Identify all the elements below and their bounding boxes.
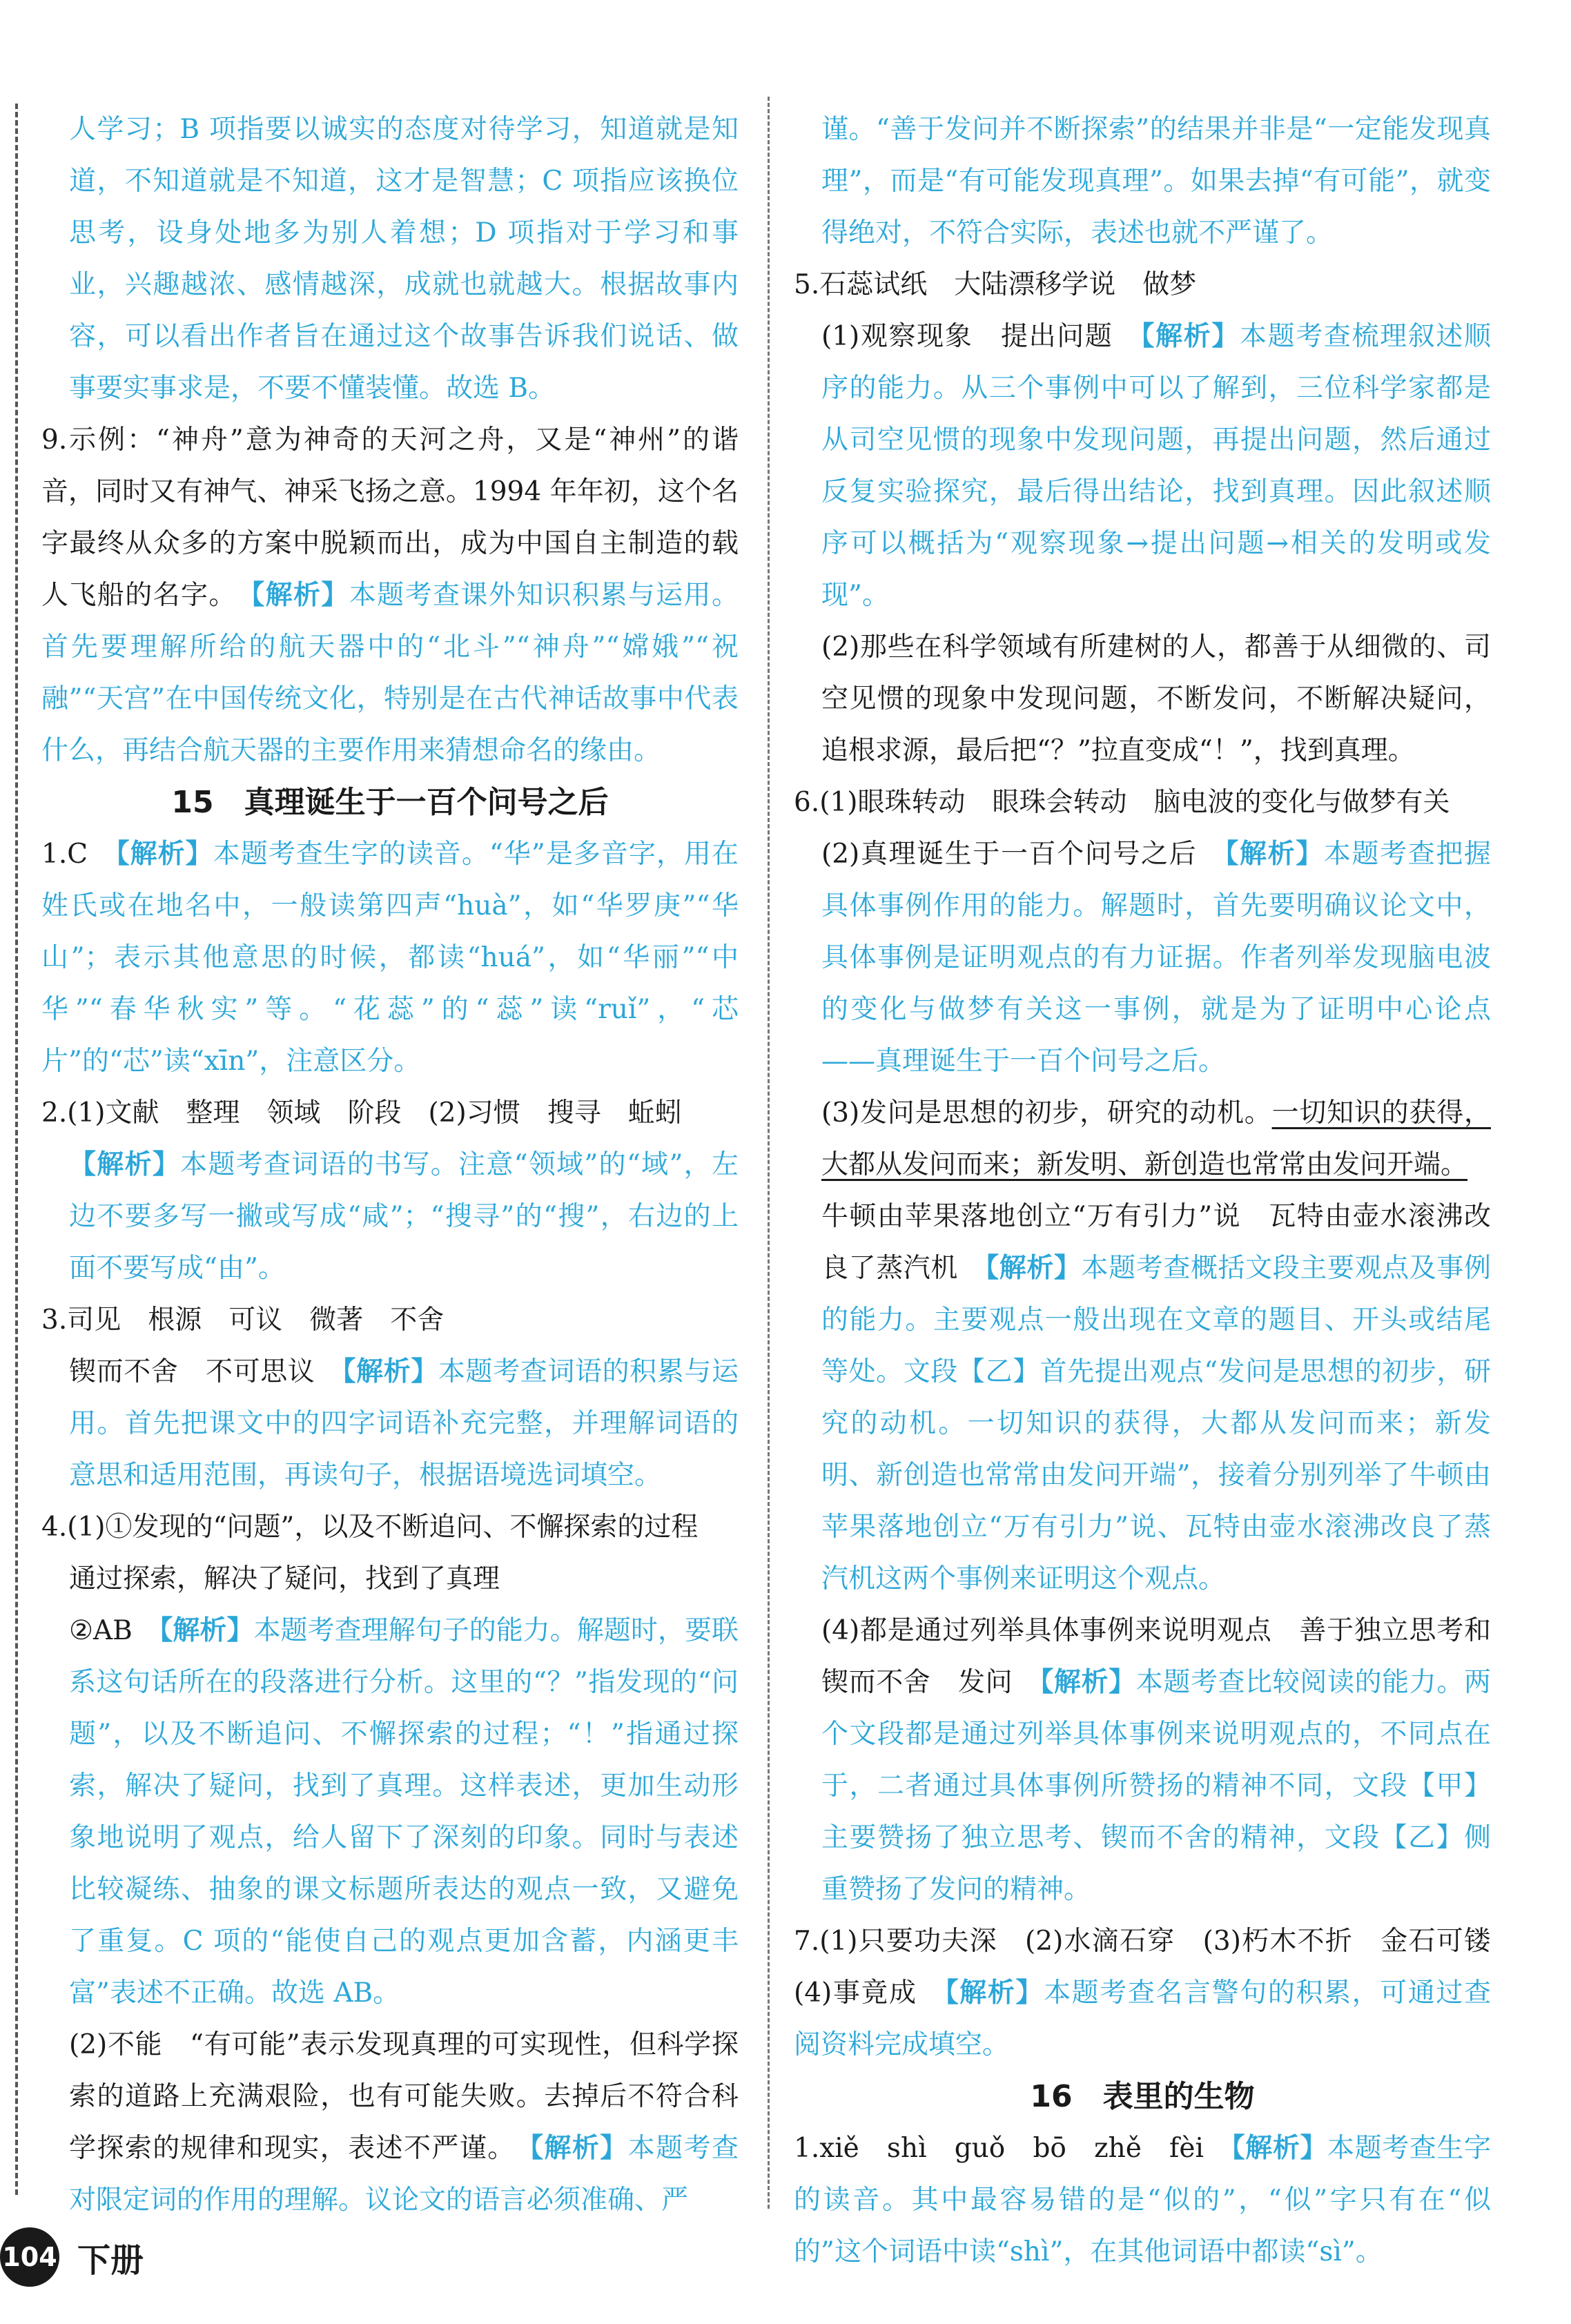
answer-paragraph (41, 2019, 739, 2226)
answer-text: 5.石蕊试纸 大陆漂移学说 做梦 (794, 269, 1197, 300)
answer-text: 本题考查梳理叙述顺序的能力。从三个事例中可以了解到，三位科学家都是从司空见惯的现象中发现问题，再提出问题，然后通过反复实验探究，最后得出结论，找到真理。因此叙述顺序可以概括为“观察现象→提出问题→相关的发明或发现”。 (821, 321, 1491, 611)
answer-paragraph (41, 414, 739, 777)
answer-paragraph (794, 828, 1491, 1087)
answer-paragraph (41, 1605, 739, 2019)
answer-text: 本题考查词语的书写。注意“领域”的“域”，左边不要多写一撇或写成“咸”；“搜寻”的“搜”，右边的上面不要写成“由”。 (69, 1149, 739, 1284)
answer-text: 9.示例：“神舟”意为神奇的天河之舟，又是“神州”的谐音，同时又有神气、神采飞扬之意。1994 年年初，这个名字最终从众多的方案中脱颖而出，成为中国自主制造的载人飞船的名字。 (41, 424, 739, 611)
answer-text: 1.xiě shì guǒ bō zhě fèi (794, 2133, 1232, 2164)
answer-paragraph (794, 1915, 1519, 2071)
answer-text: (2)不能 “有可能”表示发现真理的可实现性，但科学探索的道路上充满艰险，也有可能失败。去掉后不符合科学探索的规律和现实，表述不严谨。 (69, 2029, 739, 2164)
answer-paragraph (794, 621, 1491, 777)
answer-text: 本题考查课外知识积累与运用。首先要理解所给的航天器中的“北斗”“神舟”“嫦娥”“祝融”“天宫”在中国传统文化，特别是在古代神话故事中代表什么，再结合航天器的主要作用来猜想命名的缘由。 (41, 580, 739, 766)
answer-text: 牛顿由苹果落地创立“万有引力”说 瓦特由壶水滚沸改良了蒸汽机 (821, 1201, 1491, 1284)
answer-text: (3)发问是思想的初步，研究的动机。 (821, 1097, 1272, 1129)
answer-paragraph (41, 1294, 739, 1346)
answer-text: 本题考查词语的积累与运用。首先把课文中的四字词语补充完整，并理解词语的意思和适用范围，再读句子，根据语境选词填空。 (69, 1356, 739, 1491)
analysis-tag: 【解析】 (529, 2133, 628, 2164)
answer-text: 6.(1)眼珠转动 眼珠会转动 脑电波的变化与做梦有关 (794, 787, 1450, 818)
analysis-tag: 【解析】 (1040, 1667, 1136, 1698)
analysis-tag: 【解析】 (159, 1615, 254, 1646)
answer-paragraph (794, 2122, 1491, 2278)
answer-paragraph (41, 1087, 739, 1139)
answer-text: 本题考查生字的读音。“华”是多音字，用在姓氏或在地名中，一般读第四声“huà”，如“华罗庚”“华山”；表示其他意思的时候，都读“huá”，如“华丽”“中华”“春华秋实”等。“花蕊”的“蕊”读“ruǐ”，“芯片”的“芯”读“xīn”，注意区分。 (41, 839, 739, 1077)
left-column (41, 104, 739, 2226)
answer-text: 本题考查对限定词的作用的理解。议论文的语言必须准确、严 (69, 2133, 739, 2216)
answer-paragraph (41, 1346, 739, 1501)
answer-paragraph (794, 1191, 1491, 1605)
answer-paragraph (794, 259, 1491, 311)
answer-text: (2)真理诞生于一百个问号之后 (821, 839, 1225, 870)
analysis-tag: 【解析】 (1141, 321, 1240, 352)
answer-paragraph (794, 1605, 1491, 1915)
answer-text: 2.(1)文献 整理 领域 阶段 (2)习惯 搜寻 蚯蚓 (41, 1097, 682, 1129)
answer-text: 4.(1)①发现的“问题”，以及不断追问、不懈探索的过程 (41, 1512, 699, 1543)
analysis-tag: 【解析】 (1224, 839, 1324, 870)
answer-paragraph (41, 1501, 739, 1553)
answer-paragraph (41, 1139, 739, 1294)
answer-text: 本题考查名言警句的积累，可通过查阅资料完成填空。 (794, 1978, 1491, 2060)
answer-text: (1)观察现象 提出问题 (821, 321, 1142, 352)
section-title: 16 表里的生物 (1030, 2079, 1255, 2114)
answer-text: 锲而不舍 不可思议 (69, 1356, 343, 1387)
answer-text: (4)都是通过列举具体事例来说明观点 善于独立思考和锲而不舍 发问 (821, 1615, 1491, 1698)
page-number: 104 (0, 2227, 59, 2287)
right-column (794, 104, 1519, 2278)
section-title: 15 真理诞生于一百个问号之后 (171, 785, 609, 820)
answer-paragraph (794, 104, 1491, 259)
analysis-tag: 【解析】 (985, 1253, 1082, 1284)
answer-text: (2)那些在科学领域有所建树的人，都善于从细微的、司空见惯的现象中发现问题，不断发问，不断解决疑问，追根求源，最后把“？”拉直变成“！”，找到真理。 (821, 632, 1491, 766)
analysis-tag: 【解析】 (342, 1356, 438, 1387)
answer-paragraph (41, 104, 739, 414)
answer-text: 7.(1)只要功夫深 (2)水滴石穿 (3)朽木不折 金石可镂 (4)事竟成 (794, 1926, 1519, 2009)
answer-text: 本题考查生字的读音。其中最容易错的是“似的”，“似”字只有在“似的”这个词语中读“shì”，在其他词语中都读“sì”。 (794, 2133, 1491, 2267)
analysis-tag: 【解析】 (116, 839, 213, 870)
answer-text: 本题考查概括文段主要观点及事例的能力。主要观点一般出现在文章的题目、开头或结尾等处。文段【乙】首先提出观点“发问是思想的初步，研究的动机。一切知识的获得，大都从发问而来；新发明、新创造也常常由发问开端”，接着分别列举了牛顿由苹果落地创立“万有引力”说、瓦特由壶水滚沸改良了蒸汽机这两个事例来证明这个观点。 (821, 1253, 1491, 1594)
page-footer (0, 2226, 144, 2288)
answer-paragraph (41, 828, 739, 1087)
answer-text: 人学习；B 项指要以诚实的态度对待学习，知道就是知道，不知道就是不知道，这才是智慧；C 项指应该换位思考，设身处地多为别人着想；D 项指对于学习和事业，兴趣越浓、感情越深，成就也就越大。根据故事内容，可以看出作者旨在通过这个故事告诉我们说话、做事要实事求是，不要不懂装懂。故选 B。 (69, 114, 739, 404)
analysis-tag: 【解析】 (945, 1978, 1044, 2009)
answer-text: 1.C (41, 839, 117, 870)
answer-paragraph (794, 311, 1491, 621)
analysis-tag: 【解析】 (1231, 2133, 1328, 2164)
binding-dash-line (15, 104, 18, 2195)
answer-text: 本题考查把握具体事例作用的能力。解题时，首先要明确议论文中，具体事例是证明观点的有力证据。作者列举发现脑电波的变化与做梦有关这一事例，就是为了证明中心论点——真理诞生于一百个问号之后。 (821, 839, 1491, 1077)
answer-text: ②AB (69, 1615, 159, 1646)
answer-paragraph (41, 1553, 739, 1605)
answer-paragraph (794, 777, 1491, 828)
answer-text: 谨。“善于发问并不断探索”的结果并非是“一定能发现真理”，而是“有可能发现真理”。如果去掉“有可能”，就变得绝对，不符合实际，表述也就不严谨了。 (821, 114, 1491, 248)
answer-text: 通过探索，解决了疑问，找到了真理 (69, 1563, 500, 1594)
volume-label: 下册 (77, 2240, 144, 2280)
column-divider (768, 97, 770, 2209)
answer-text: 本题考查比较阅读的能力。两个文段都是通过列举具体事例来说明观点的，不同点在于，二者通过具体事例所赞扬的精神不同，文段【甲】主要赞扬了独立思考、锲而不舍的精神，文段【乙】侧重赞扬了发问的精神。 (821, 1667, 1491, 1905)
answer-text: 3.司见 根源 可议 微著 不舍 (41, 1305, 445, 1336)
answer-text: 本题考查理解句子的能力。解题时，要联系这句话所在的段落进行分析。这里的“？”指发现的“问题”，以及不断追问、不懈探索的过程；“！”指通过探索，解决了疑问，找到了真理。这样表述，更加生动形象地说明了观点，给人留下了深刻的印象。同时与表述比较凝练、抽象的课文标题所表达的观点一致，又避免了重复。C 项的“能使自己的观点更加含蓄，内涵更丰富”表述不正确。故选 AB。 (69, 1615, 739, 2009)
underlined-text: 一切知识的获得，大都从发问而来；新发明、新创造也常常由发问开端。 (821, 1097, 1491, 1180)
analysis-tag: 【解析】 (69, 1149, 181, 1180)
analysis-tag: 【解析】 (251, 580, 349, 611)
answer-paragraph (794, 1087, 1491, 1191)
